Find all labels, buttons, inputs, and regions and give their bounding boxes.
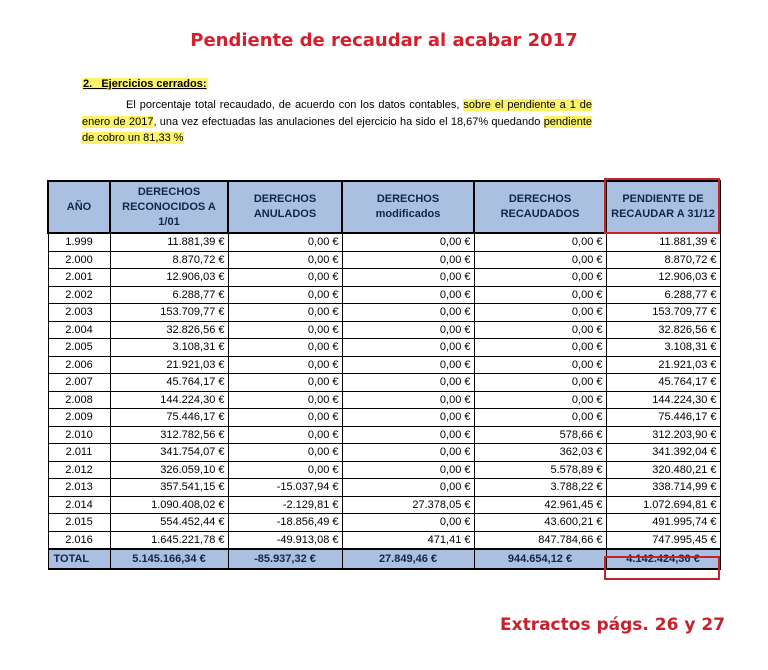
section-heading: 2._ Ejercicios cerrados:	[83, 78, 207, 90]
cell-year: 2.016	[48, 531, 110, 549]
cell-reconocidos: 357.541,15 €	[110, 479, 228, 497]
pendiente-total-highlight-box	[604, 556, 720, 580]
cell-pendiente: 153.709,77 €	[606, 304, 720, 322]
cell-recaudados: 578,66 €	[474, 426, 606, 444]
total-anulados: -85.937,32 €	[228, 549, 342, 569]
header-modificados	[342, 181, 474, 233]
cell-pendiente: 12.906,03 €	[606, 269, 720, 287]
cell-anulados: 0,00 €	[228, 269, 342, 287]
cell-modificados: 0,00 €	[342, 514, 474, 532]
pendiente-header-highlight-box	[604, 178, 720, 234]
cell-modificados: 0,00 €	[342, 286, 474, 304]
cell-recaudados: 362,03 €	[474, 444, 606, 462]
cell-recaudados: 0,00 €	[474, 374, 606, 392]
table-row	[48, 391, 720, 409]
header-year: AÑO	[48, 181, 110, 233]
cell-reconocidos: 312.782,56 €	[110, 426, 228, 444]
cell-year: 2.008	[48, 391, 110, 409]
cell-anulados: 0,00 €	[228, 426, 342, 444]
cell-recaudados: 0,00 €	[474, 321, 606, 339]
collection-table	[47, 180, 721, 570]
cell-modificados: 0,00 €	[342, 233, 474, 251]
total-pendiente: 4.142.424,36 €	[606, 549, 720, 569]
cell-recaudados: 43.600,21 €	[474, 514, 606, 532]
cell-anulados: 0,00 €	[228, 356, 342, 374]
total-recaudados: 944.654,12 €	[474, 549, 606, 569]
cell-reconocidos: 153.709,77 €	[110, 304, 228, 322]
cell-recaudados: 847.784,66 €	[474, 531, 606, 549]
header-anulados: DERECHOS ANULADOS	[228, 181, 342, 233]
table-row	[48, 409, 720, 427]
cell-year: 2.013	[48, 479, 110, 497]
table-row	[48, 251, 720, 269]
cell-year: 2.003	[48, 304, 110, 322]
table-row	[48, 321, 720, 339]
cell-pendiente: 144.224,30 €	[606, 391, 720, 409]
cell-pendiente: 11.881,39 €	[606, 233, 720, 251]
cell-modificados: 0,00 €	[342, 374, 474, 392]
table-row	[48, 461, 720, 479]
cell-reconocidos: 45.764,17 €	[110, 374, 228, 392]
cell-recaudados: 5.578,89 €	[474, 461, 606, 479]
cell-modificados: 0,00 €	[342, 391, 474, 409]
table-row	[48, 479, 720, 497]
cell-recaudados: 42.961,45 €	[474, 496, 606, 514]
cell-pendiente: 45.764,17 €	[606, 374, 720, 392]
cell-pendiente: 1.072.694,81 €	[606, 496, 720, 514]
cell-year: 2.001	[48, 269, 110, 287]
table-row	[48, 426, 720, 444]
cell-recaudados: 0,00 €	[474, 409, 606, 427]
cell-recaudados: 0,00 €	[474, 233, 606, 251]
cell-reconocidos: 1.090.408,02 €	[110, 496, 228, 514]
cell-recaudados: 3.788,22 €	[474, 479, 606, 497]
total-reconocidos: 5.145.166,34 €	[110, 549, 228, 569]
cell-recaudados: 0,00 €	[474, 304, 606, 322]
paragraph-text-2: , una vez efectuadas las anulaciones del ejercicio ha sido el 18,67% quedando	[153, 115, 541, 128]
cell-modificados: 0,00 €	[342, 426, 474, 444]
table-row	[48, 444, 720, 462]
cell-modificados: 0,00 €	[342, 461, 474, 479]
cell-reconocidos: 144.224,30 €	[110, 391, 228, 409]
cell-modificados: 0,00 €	[342, 304, 474, 322]
cell-year: 2.011	[48, 444, 110, 462]
cell-reconocidos: 326.059,10 €	[110, 461, 228, 479]
paragraph-highlight-1: sobre el pendiente a 1 de enero de 2017	[82, 99, 592, 128]
cell-anulados: 0,00 €	[228, 374, 342, 392]
cell-pendiente: 21.921,03 €	[606, 356, 720, 374]
table-row	[48, 233, 720, 251]
cell-anulados: 0,00 €	[228, 304, 342, 322]
cell-anulados: -2.129,81 €	[228, 496, 342, 514]
header-reconocidos: DERECHOS RECONOCIDOS A 1/01	[110, 181, 228, 233]
paragraph-highlight-2: pendiente de cobro un 81,33 %	[82, 115, 593, 144]
cell-recaudados: 0,00 €	[474, 251, 606, 269]
page-title: Pendiente de recaudar al acabar 2017	[190, 30, 578, 51]
cell-pendiente: 338.714,99 €	[606, 479, 720, 497]
footer-note: Extractos págs. 26 y 27	[500, 615, 726, 635]
cell-reconocidos: 75.446,17 €	[110, 409, 228, 427]
cell-recaudados: 0,00 €	[474, 391, 606, 409]
cell-year: 2.004	[48, 321, 110, 339]
cell-pendiente: 8.870,72 €	[606, 251, 720, 269]
cell-year: 2.009	[48, 409, 110, 427]
cell-reconocidos: 21.921,03 €	[110, 356, 228, 374]
cell-reconocidos: 11.881,39 €	[110, 233, 228, 251]
cell-modificados: 0,00 €	[342, 339, 474, 357]
table-row	[48, 514, 720, 532]
cell-anulados: -49.913,08 €	[228, 531, 342, 549]
cell-reconocidos: 1.645.221,78 €	[110, 531, 228, 549]
paragraph-text-1: El porcentaje total recaudado, de acuerdo con los datos contables,	[126, 99, 460, 111]
cell-pendiente: 320.480,21 €	[606, 461, 720, 479]
table-body	[48, 233, 720, 549]
cell-reconocidos: 341.754,07 €	[110, 444, 228, 462]
cell-anulados: 0,00 €	[228, 286, 342, 304]
header-modificados-line2: modificados	[375, 208, 441, 220]
cell-modificados: 0,00 €	[342, 269, 474, 287]
cell-reconocidos: 6.288,77 €	[110, 286, 228, 304]
total-label: TOTAL	[48, 549, 110, 569]
cell-pendiente: 312.203,90 €	[606, 426, 720, 444]
cell-reconocidos: 12.906,03 €	[110, 269, 228, 287]
header-pendiente: PENDIENTE DE RECAUDAR A 31/12	[606, 181, 720, 233]
cell-anulados: 0,00 €	[228, 409, 342, 427]
cell-year: 2.005	[48, 339, 110, 357]
cell-recaudados: 0,00 €	[474, 356, 606, 374]
cell-anulados: 0,00 €	[228, 321, 342, 339]
cell-year: 2.012	[48, 461, 110, 479]
cell-modificados: 0,00 €	[342, 251, 474, 269]
cell-recaudados: 0,00 €	[474, 269, 606, 287]
header-modificados-line1: DERECHOS	[376, 193, 440, 205]
table-row	[48, 339, 720, 357]
cell-pendiente: 3.108,31 €	[606, 339, 720, 357]
table-row	[48, 286, 720, 304]
table-row	[48, 374, 720, 392]
cell-reconocidos: 8.870,72 €	[110, 251, 228, 269]
cell-modificados: 27.378,05 €	[342, 496, 474, 514]
cell-modificados: 0,00 €	[342, 479, 474, 497]
cell-pendiente: 32.826,56 €	[606, 321, 720, 339]
total-modificados: 27.849,46 €	[342, 549, 474, 569]
cell-year: 2.014	[48, 496, 110, 514]
cell-year: 2.010	[48, 426, 110, 444]
cell-anulados: 0,00 €	[228, 391, 342, 409]
table-row	[48, 356, 720, 374]
cell-modificados: 0,00 €	[342, 356, 474, 374]
cell-year: 2.002	[48, 286, 110, 304]
cell-year: 1.999	[48, 233, 110, 251]
cell-anulados: 0,00 €	[228, 461, 342, 479]
table-row	[48, 531, 720, 549]
cell-reconocidos: 32.826,56 €	[110, 321, 228, 339]
cell-anulados: 0,00 €	[228, 251, 342, 269]
cell-anulados: 0,00 €	[228, 444, 342, 462]
cell-pendiente: 75.446,17 €	[606, 409, 720, 427]
cell-pendiente: 491.995,74 €	[606, 514, 720, 532]
description-paragraph	[82, 97, 592, 147]
cell-modificados: 0,00 €	[342, 444, 474, 462]
cell-reconocidos: 3.108,31 €	[110, 339, 228, 357]
cell-reconocidos: 554.452,44 €	[110, 514, 228, 532]
cell-anulados: 0,00 €	[228, 233, 342, 251]
table-row	[48, 304, 720, 322]
cell-anulados: -15.037,94 €	[228, 479, 342, 497]
cell-modificados: 0,00 €	[342, 321, 474, 339]
cell-anulados: 0,00 €	[228, 339, 342, 357]
table-row	[48, 496, 720, 514]
table-row	[48, 269, 720, 287]
cell-year: 2.007	[48, 374, 110, 392]
cell-anulados: -18.856,49 €	[228, 514, 342, 532]
cell-pendiente: 6.288,77 €	[606, 286, 720, 304]
cell-year: 2.000	[48, 251, 110, 269]
cell-pendiente: 341.392,04 €	[606, 444, 720, 462]
cell-year: 2.006	[48, 356, 110, 374]
cell-recaudados: 0,00 €	[474, 339, 606, 357]
cell-modificados: 471,41 €	[342, 531, 474, 549]
cell-year: 2.015	[48, 514, 110, 532]
cell-recaudados: 0,00 €	[474, 286, 606, 304]
cell-pendiente: 747.995,45 €	[606, 531, 720, 549]
header-recaudados: DERECHOS RECAUDADOS	[474, 181, 606, 233]
cell-modificados: 0,00 €	[342, 409, 474, 427]
